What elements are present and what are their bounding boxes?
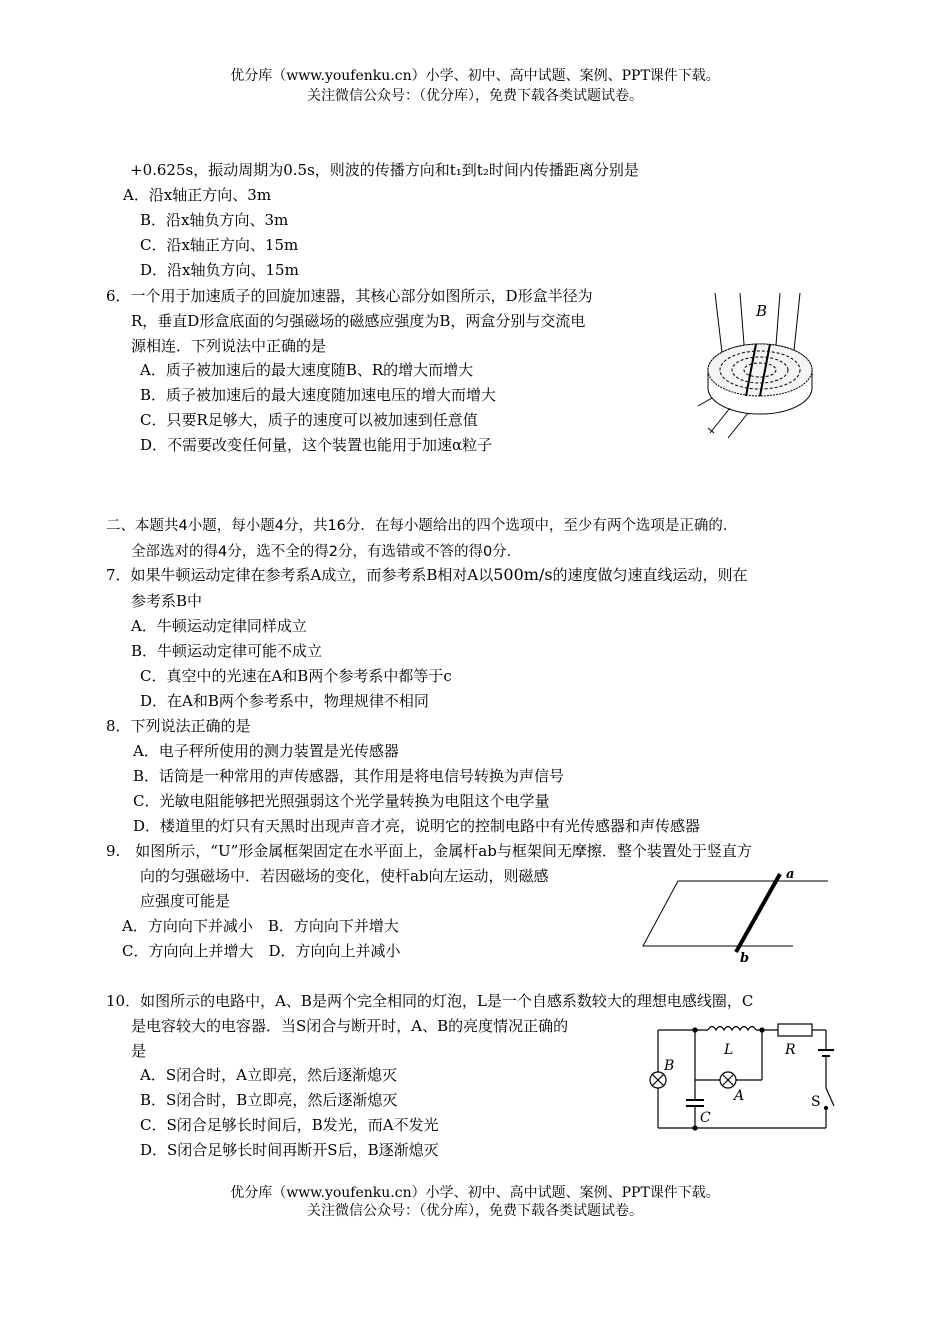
q7-stem-line-2: 参考系B中 xyxy=(131,592,203,610)
circuit-resistor-label: R xyxy=(785,1042,796,1058)
q6-option-d: D．不需要改变任何量，这个装置也能用于加速α粒子 xyxy=(140,436,493,454)
circuit-capacitor-label: C xyxy=(700,1110,711,1126)
q6-option-a: A．质子被加速后的最大速度随B、R的增大而增大 xyxy=(140,361,474,379)
q9-stem-line-2: 向的匀强磁场中．若因磁场的变化，使杆ab向左运动，则磁感 xyxy=(140,867,549,885)
q6-stem-line-1: 6．一个用于加速质子的回旋加速器，其核心部分如图所示，D形盒半径为 xyxy=(106,287,593,305)
circuit-bulb-b-label: B xyxy=(664,1058,675,1074)
q7-stem-part-1: 7．如果牛顿运动定律在参考系A成立，而参考系B相对A以 xyxy=(106,566,494,584)
q6-option-b: B．质子被加速后的最大速度随加速电压的增大而增大 xyxy=(140,386,497,404)
section2-heading-line-2: 全部选对的得4分，选不全的得2分，有选错或不答的得0分． xyxy=(131,544,522,560)
q7-stem-line-1 xyxy=(106,563,748,587)
q6-option-c: C．只要R足够大，质子的速度可以被加速到任意值 xyxy=(140,411,478,429)
q7-option-b: B．牛顿运动定律可能不成立 xyxy=(131,642,323,660)
q7-option-d: D．在A和B两个参考系中，物理规律不相同 xyxy=(140,692,429,710)
circuit-bulb-a-label: A xyxy=(734,1088,745,1104)
q6-stem-line-2: R，垂直D形盒底面的匀强磁场的磁感应强度为B，两盒分别与交流电 xyxy=(131,312,586,330)
q9-stem-line-3: 应强度可能是 xyxy=(140,892,231,910)
header-line-2: 关注微信公众号：（优分库），免费下载各类试题试卷。 xyxy=(307,88,643,104)
q10-stem-line-3: 是 xyxy=(131,1042,147,1060)
q10-stem-line-2: 是电容较大的电容器．当S闭合与断开时，A、B的亮度情况正确的 xyxy=(131,1017,569,1035)
q5-option-c: C．沿x轴正方向、15m xyxy=(140,236,299,254)
q10-option-d: D．S闭合足够长时间再断开S后，B逐渐熄灭 xyxy=(140,1141,439,1159)
rod-end-a-label: a xyxy=(786,867,795,882)
q10-option-b: B．S闭合时，B立即亮，然后逐渐熄灭 xyxy=(140,1091,398,1109)
q10-stem-line-1: 10．如图所示的电路中，A、B是两个完全相同的灯泡，L是一个自感系数较大的理想电感线圈，C xyxy=(106,992,754,1010)
q8-option-b: B．话筒是一种常用的声传感器，其作用是将电信号转换为声信号 xyxy=(133,767,565,785)
q10-option-c: C．S闭合足够长时间后，B发光，而A不发光 xyxy=(140,1116,439,1134)
circuit-inductor-label: L xyxy=(724,1042,734,1058)
circuit-switch-label: S xyxy=(811,1094,821,1110)
q7-option-a: A．牛顿运动定律同样成立 xyxy=(131,617,307,635)
q10-option-a: A．S闭合时，A立即亮，然后逐渐熄灭 xyxy=(140,1066,397,1084)
q7-stem-part-2: 的速度做匀速直线运动，则在 xyxy=(552,566,748,584)
q9-options-row-1: A．方向向下并减小 B．方向向下并增大 xyxy=(122,917,399,935)
q7-speed: 500m/s xyxy=(493,565,553,584)
q6-stem-line-3: 源相连．下列说法中正确的是 xyxy=(131,337,327,355)
q8-option-a: A．电子秤所使用的测力装置是光传感器 xyxy=(133,742,399,760)
cyclotron-b-label: B xyxy=(756,302,768,320)
q8-option-c: C．光敏电阻能够把光照强弱这个光学量转换为电阻这个电学量 xyxy=(133,792,550,810)
circuit-figure xyxy=(640,1018,840,1136)
q5-option-b: B．沿x轴负方向、3m xyxy=(140,211,289,229)
rod-end-b-label: b xyxy=(740,951,750,964)
q5-option-a: A．沿x轴正方向、3m xyxy=(123,186,272,204)
footer-line-2: 关注微信公众号：（优分库），免费下载各类试题试卷。 xyxy=(307,1203,643,1219)
cyclotron-figure xyxy=(690,288,830,443)
u-frame-figure xyxy=(638,866,834,964)
q7-option-c: C．真空中的光速在A和B两个参考系中都等于c xyxy=(140,667,452,685)
q8-stem: 8．下列说法正确的是 xyxy=(106,717,251,735)
q8-option-d: D．楼道里的灯只有天黑时出现声音才亮，说明它的控制电路中有光传感器和声传感器 xyxy=(133,817,701,835)
footer-line-1: 优分库（www.youfenku.cn）小学、初中、高中试题、案例、PPT课件下载。 xyxy=(230,1185,720,1201)
section2-heading-line-1: 二、本题共4小题，每小题4分，共16分．在每小题给出的四个选项中，至少有两个选项是正确的． xyxy=(106,518,738,534)
q5-option-d: D．沿x轴负方向、15m xyxy=(140,261,299,279)
q9-options-row-2: C．方向向上并增大 D．方向向上并减小 xyxy=(122,942,401,960)
q9-stem-line-1: 9. 如图所示，“U”形金属框架固定在水平面上，金属杆ab与框架间无摩擦．整个装置处于竖直方 xyxy=(106,842,752,860)
q5-continuation: +0.625s，振动周期为0.5s，则波的传播方向和t₁到t₂时间内传播距离分别是 xyxy=(130,161,639,179)
header-line-1: 优分库（www.youfenku.cn）小学、初中、高中试题、案例、PPT课件下载。 xyxy=(230,68,720,84)
